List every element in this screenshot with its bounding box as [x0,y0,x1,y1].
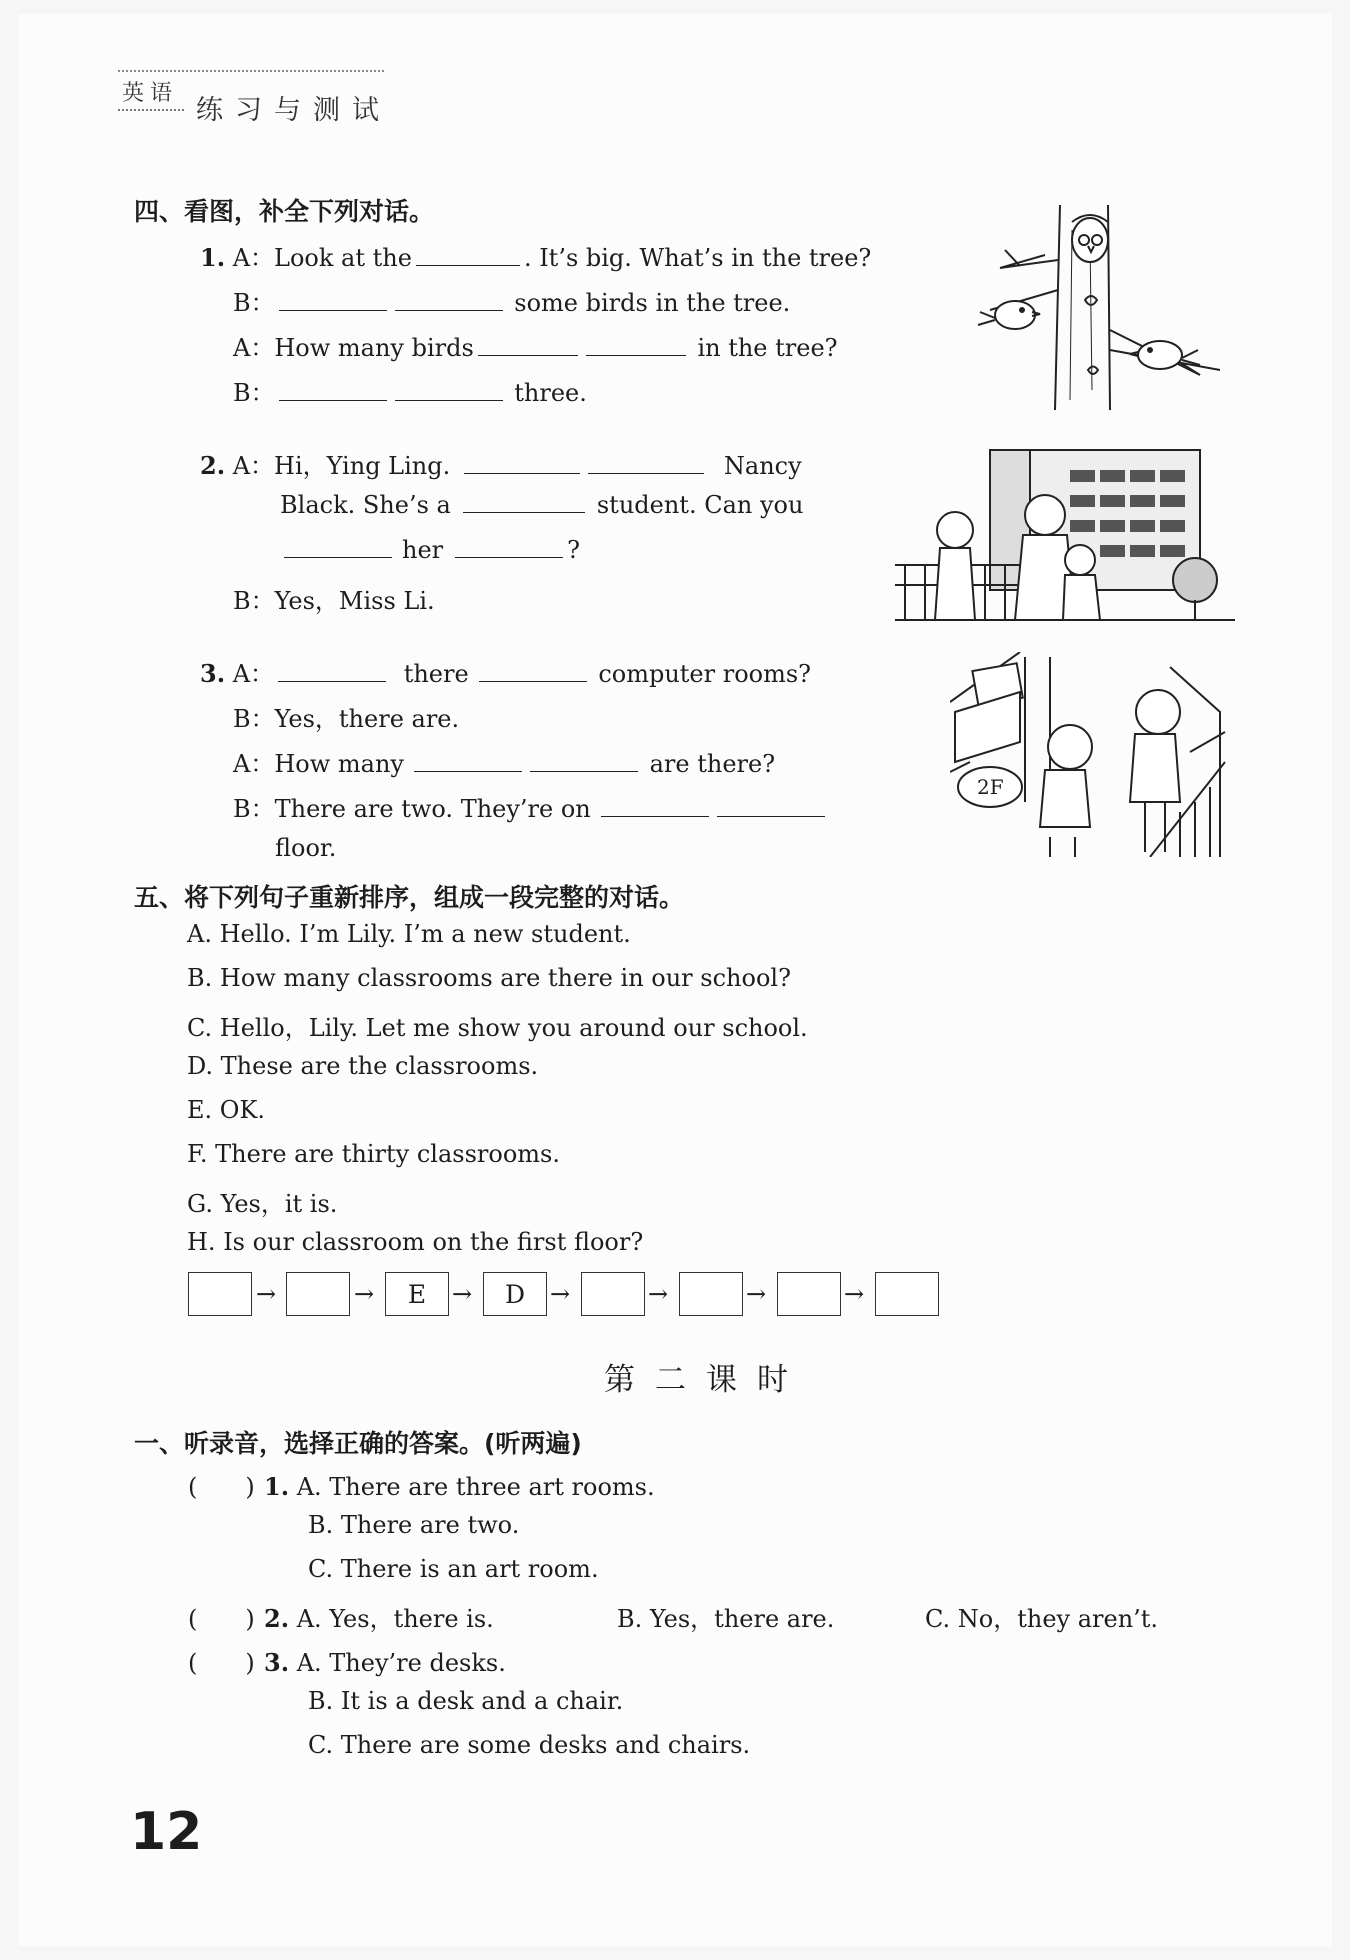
order-arrow: → [648,1280,669,1308]
answer-paren[interactable]: ( ) [188,1605,255,1633]
s1-q2-option-a: A. Yes，there is. [296,1605,494,1633]
s4-q3-text: there [403,660,469,688]
s4-q3-text: B：There are two. They’re on [233,795,591,823]
s1-q1-option-a: A. There are three art rooms. [296,1473,655,1501]
hallway-students-illustration [950,652,1230,857]
s4-q2-text: Nancy [723,452,802,480]
answer-blank[interactable] [395,380,503,401]
s4-q1-text: A：How many birds [233,334,474,362]
s5-item-a: A. Hello. I’m Lily. I’m a new student. [187,920,631,948]
page-number: 12 [130,1802,203,1862]
s4-q1-text: . It’s big. What’s in the tree? [523,244,872,272]
answer-blank[interactable] [601,796,709,817]
s4-q1-line1 [200,238,871,273]
s1-q1-line [188,1467,655,1502]
order-arrow: → [354,1280,375,1308]
s1-q2-number: 2. [264,1604,290,1633]
s4-q1-text: B： [233,379,275,407]
answer-blank[interactable] [279,380,387,401]
header-title: 练习与测试 [196,95,391,126]
s4-q3-text: computer rooms? [598,660,812,688]
s1-q3-line [188,1643,506,1678]
s4-q2-text: Black. She’s a [280,491,451,519]
s4-q3-line4 [233,789,829,824]
s4-q3-text: are there? [649,750,776,778]
answer-paren[interactable]: ( ) [188,1649,255,1677]
s1-q2-line [188,1599,494,1634]
section5-title: 五、将下列句子重新排序，组成一段完整的对话。 [134,883,685,912]
s4-q3-text: A：How many [233,750,404,778]
order-box-5[interactable] [581,1272,645,1316]
order-box-6[interactable] [679,1272,743,1316]
order-box-2[interactable] [286,1272,350,1316]
s4-q1-number: 1. [200,243,226,272]
s5-item-d: D. These are the classrooms. [187,1052,539,1080]
answer-blank[interactable] [455,537,563,558]
s4-q3-line3 [233,744,775,779]
order-arrow: → [746,1280,767,1308]
answer-blank[interactable] [464,453,580,474]
order-box-3[interactable]: E [385,1272,449,1316]
answer-blank[interactable] [463,492,585,513]
s1-q2-option-c: C. No，they aren’t. [925,1605,1159,1633]
answer-blank[interactable] [530,751,638,772]
s4-q1-text: in the tree? [697,334,838,362]
s4-q2-text: her [402,536,444,564]
header-dotted-rule [118,70,384,72]
s4-q2-text: A：Hi，Ying Ling. [232,452,451,480]
section4-title: 四、看图，补全下列对话。 [134,197,435,226]
s4-q3-line5: floor. [275,834,337,862]
s4-q1-line4 [233,373,587,408]
s5-item-c: C. Hello，Lily. Let me show you around our school. [187,1014,808,1042]
s4-q2-text: student. Can you [596,491,804,519]
answer-blank[interactable] [478,335,578,356]
s4-q2-number: 2. [200,451,226,480]
section1-title: 一、听录音，选择正确的答案。(听两遍) [134,1429,582,1458]
s4-q3-number: 3. [200,659,226,688]
s4-q3-line1 [200,654,811,689]
header-subject: 英语 [118,76,184,111]
s4-q2-line4: B：Yes，Miss Li. [233,587,435,615]
answer-blank[interactable] [395,290,503,311]
s5-item-e: E. OK. [187,1096,266,1124]
s5-item-b: B. How many classrooms are there in our school? [187,964,791,992]
s4-q2-text: ? [567,536,581,564]
lesson-title: 第二课时 [604,1362,808,1398]
s4-q2-line2 [280,491,803,519]
s5-item-h: H. Is our classroom on the first floor? [187,1228,644,1256]
answer-blank[interactable] [588,453,704,474]
s4-q3-line2: B：Yes，there are. [233,705,460,733]
answer-blank[interactable] [586,335,686,356]
tree-birds-illustration [960,200,1235,415]
s4-q2-line3 [280,536,580,564]
answer-blank[interactable] [279,290,387,311]
s5-item-f: F. There are thirty classrooms. [187,1140,560,1168]
order-arrow: → [452,1280,473,1308]
s4-q1-text: some birds in the tree. [514,289,791,317]
answer-paren[interactable]: ( ) [188,1473,255,1501]
order-arrow: → [256,1280,277,1308]
s4-q1-text: A：Look at the [232,244,412,272]
s1-q3-number: 3. [264,1648,290,1677]
floor-sign-2f: 2F [977,775,1004,799]
s1-q2-option-b: B. Yes，there are. [617,1605,835,1633]
answer-blank[interactable] [416,245,520,266]
answer-blank[interactable] [284,537,392,558]
s4-q2-line1 [200,446,802,481]
school-building-illustration [895,440,1235,625]
s1-q1-option-c: C. There is an art room. [308,1555,599,1583]
answer-blank[interactable] [717,796,825,817]
s5-item-g: G. Yes，it is. [187,1190,338,1218]
answer-blank[interactable] [414,751,522,772]
s4-q1-line2 [233,283,790,318]
s1-q3-option-a: A. They’re desks. [296,1649,506,1677]
order-box-4[interactable]: D [483,1272,547,1316]
s1-q3-option-b: B. It is a desk and a chair. [308,1687,624,1715]
order-box-1[interactable] [188,1272,252,1316]
s4-q1-text: B： [233,289,275,317]
s1-q1-option-b: B. There are two. [308,1511,520,1539]
s4-q1-text: three. [514,379,587,407]
answer-blank[interactable] [278,661,386,682]
s4-q1-line3 [233,328,838,363]
answer-blank[interactable] [479,661,587,682]
s1-q1-number: 1. [264,1472,290,1501]
order-arrow: → [550,1280,571,1308]
order-box-7[interactable] [777,1272,841,1316]
order-box-8[interactable] [875,1272,939,1316]
s1-q3-option-c: C. There are some desks and chairs. [308,1731,751,1759]
s4-q3-text: A： [232,660,275,688]
order-arrow: → [844,1280,865,1308]
